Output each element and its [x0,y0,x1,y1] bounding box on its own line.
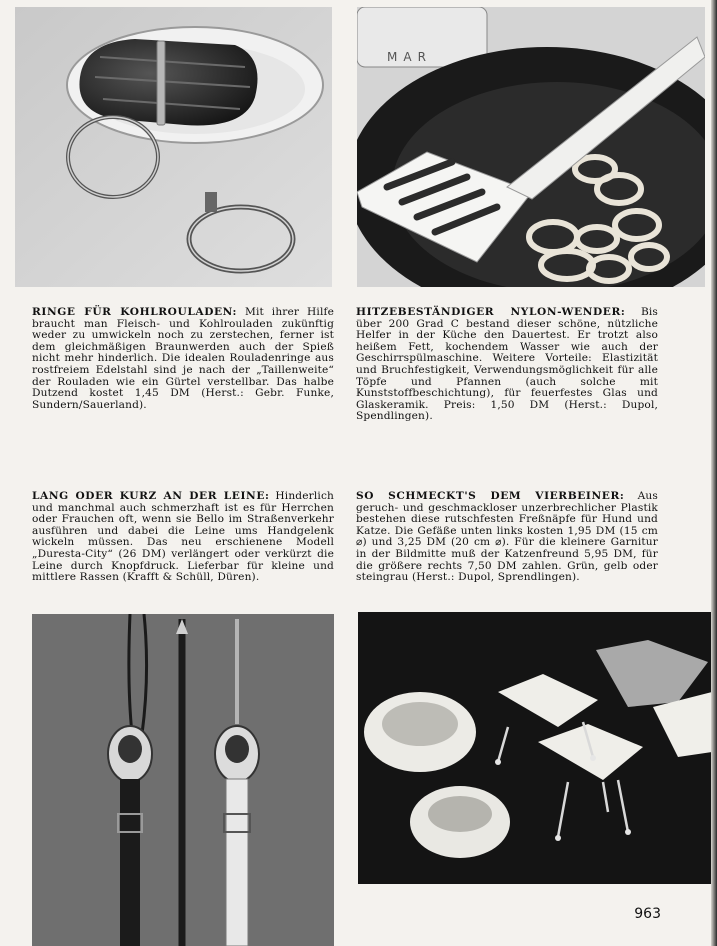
article-nylon-wender [356,307,658,423]
article-body: Mit ihrer Hilfe braucht man Fleisch- und Kohlrouladen zukünftig weder zu umwickeln noch zu zerstechen, ferner ist dem gleichmäßigen Braunwerden auch der Spieß nicht mehr hinderlich. Die idealen Rouladenringe aus rostfreiem Edelstahl sind je nach der „Taillenweite“ der Rouladen wie ein Gürtel verstellbar. Das halbe Dutzend kostet 1,45 DM (Herst.: Gebr. Funke, Sundern/Sauerland). [32,306,334,411]
page-edge-shadow [711,0,717,946]
article-heading: SO SCHMECKT'S DEM VIERBEINER: [356,490,625,502]
article-leine [32,491,334,584]
article-heading: LANG ODER KURZ AN DER LEINE: [32,490,270,502]
article-body: Hinderlich und manchmal auch schmerzhaft ist es für Herrchen oder Frauchen oft, wenn sie Bello im Straßenverkehr ausführen und dabei die Leine ums Handgelenk wickeln müssen. Das neu erschienene Modell „Duresta-City“ (26 DM) verlängert oder verkürzt die Leine durch Knopfdruck. Lieferbar für kleine und mittlere Rassen (Krafft & Schüll, Düren). [32,490,334,584]
article-vierbeiner [356,491,658,584]
jar-label: MAR [387,50,432,64]
article-body: Aus geruch- und geschmackloser unzerbrechlicher Plastik bestehen diese rutschfesten Freßnäpfe für Hund und Katze. Die Gefäße unten links kosten 1,95 DM (15 cm ⌀) und 3,25 DM (20 cm ⌀). Für die kleinere Garnitur in der Bildmitte muß der Katzenfreund 5,95 DM, für die größere rechts 7,50 DM zahlen. Grün, gelb oder steingrau (Herst.: Dupol, Sprendlingen). [356,490,658,584]
article-body: Bis über 200 Grad C bestand dieser schöne, nützliche Helfer in der Küche den Dauertest. Er trotzt also heißem Fett, kochendem Wasser wie auch der Geschirrspülmaschine. Weitere Vorteile: Elastizität und Bruchfestigkeit, Verwendungsmöglichkeit für alle Töpfe und Pfannen (auch solche mit Kunststoffbeschichtung), für feuerfestes Glas und Glaskeramik. Preis: 1,50 DM (Herst.: Dupol, Spendlingen). [356,306,658,423]
article-heading: HITZEBESTÄNDIGER NYLON-WENDER: [356,306,626,318]
photo-dog-leashes [32,614,334,946]
article-heading: RINGE FÜR KOHLROULADEN: [32,306,238,318]
photo-nylon-spatula [357,7,705,287]
page-number: 963 [634,906,661,922]
photo-pet-bowls [358,612,712,884]
article-kohlrouladen [32,307,334,411]
photo-roulade-rings [15,7,332,287]
